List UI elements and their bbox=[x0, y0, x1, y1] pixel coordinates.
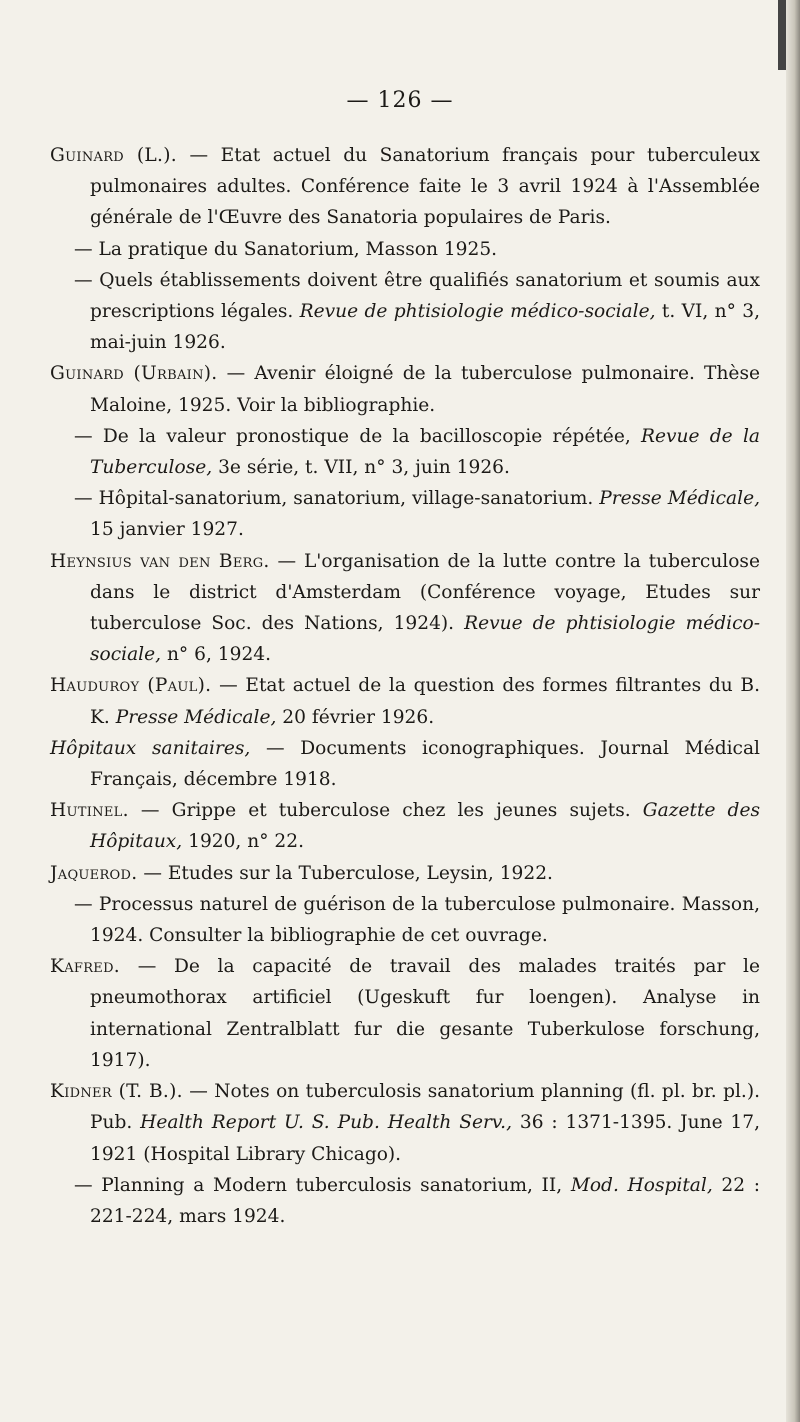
entry-details: 36 : 1371-1395. June 17, 1921 (Hospital Library Chicago). bbox=[90, 1112, 760, 1165]
bibliography-entry bbox=[50, 140, 760, 234]
entry-text: — De la capacité de travail des malades traités par le pneumothorax artificiel (Ugeskuft fur loengen). Analyse in international Zentralblatt fur die gesante Tuberkulose forschung, 1917). bbox=[90, 956, 760, 1071]
entry-text: — Etat actuel de la question des formes filtrantes du B. K. bbox=[90, 675, 761, 728]
entry-journal: Health Report U. S. Pub. Health Serv., bbox=[140, 1112, 513, 1134]
entry-journal: Mod. Hospital, bbox=[570, 1174, 713, 1196]
bibliography-entry bbox=[50, 858, 760, 889]
entry-journal: Revue de phtisiologie médico-sociale, bbox=[299, 301, 656, 323]
entry-text: — Hôpital-sanatorium, sanatorium, village-sanatorium. bbox=[74, 488, 600, 510]
entry-text: — Avenir éloigné de la tuberculose pulmonaire. Thèse Maloine, 1925. Voir la bibliographie. bbox=[90, 363, 760, 416]
bibliography-entry bbox=[50, 670, 760, 732]
entry-author: Kafred. bbox=[50, 956, 121, 978]
entry-text: — Quels établissements doivent être qualifiés sanatorium et soumis aux prescriptions légales. bbox=[74, 269, 760, 323]
bibliography-entry bbox=[50, 265, 760, 359]
bibliography-entry bbox=[50, 1170, 760, 1232]
bibliography-entry bbox=[50, 546, 760, 671]
entry-author: Kidner (T. B.). bbox=[50, 1081, 183, 1103]
entry-text: — La pratique du Sanatorium, Masson 1925. bbox=[74, 238, 498, 260]
entry-text: — Planning a Modern tuberculosis sanatorium, II, bbox=[74, 1174, 571, 1196]
bibliography-list bbox=[50, 140, 760, 1232]
entry-journal: Revue de phtisiologie médico-sociale, bbox=[90, 613, 760, 666]
bibliography-entry bbox=[50, 889, 760, 951]
entry-details: 20 février 1926. bbox=[276, 706, 435, 728]
entry-journal: Revue de la Tuberculose, bbox=[90, 425, 760, 479]
entry-details: t. VI, n° 3, mai-juin 1926. bbox=[90, 301, 760, 354]
entry-text: — Processus naturel de guérison de la tuberculose pulmonaire. Masson, 1924. Consulter la bibliographie de cet ouvrage. bbox=[74, 893, 760, 947]
entry-author: Jaquerod. bbox=[50, 862, 138, 884]
entry-journal: Gazette des Hôpitaux, bbox=[90, 800, 761, 853]
entry-author: Guinard (Urbain). bbox=[50, 363, 218, 385]
entry-text: — Notes on tuberculosis sanatorium planning (fl. pl. br. pl.). Pub. bbox=[90, 1081, 760, 1134]
entry-details: 15 janvier 1927. bbox=[90, 519, 244, 541]
entry-journal: Hôpitaux sanitaires, bbox=[50, 737, 251, 759]
entry-author: Hauduroy (Paul). bbox=[50, 675, 212, 697]
entry-details: 22 : 221-224, mars 1924. bbox=[90, 1174, 761, 1227]
entry-author: Heynsius van den Berg. bbox=[50, 550, 270, 572]
entry-text: — Grippe et tuberculose chez les jeunes sujets. bbox=[128, 800, 643, 822]
entry-details: 3e série, t. VII, n° 3, juin 1926. bbox=[212, 457, 510, 479]
entry-author: Hutinel. bbox=[50, 800, 129, 822]
entry-journal: Presse Médicale, bbox=[599, 488, 760, 510]
entry-details: n° 6, 1924. bbox=[161, 644, 272, 666]
entry-text: — Etat actuel du Sanatorium français pour tuberculeux pulmonaires adultes. Conférence faite le 3 avril 1924 à l'Assemblée générale de l'Œuvre des Sanatoria populaires de Paris. bbox=[90, 145, 761, 229]
bibliography-entry bbox=[50, 951, 760, 1076]
binding-mark bbox=[778, 0, 786, 70]
bibliography-entry bbox=[50, 483, 760, 545]
bibliography-entry bbox=[50, 234, 760, 265]
bibliography-entry bbox=[50, 358, 760, 420]
bibliography-entry bbox=[50, 795, 760, 857]
entry-details: 1920, n° 22. bbox=[182, 831, 305, 853]
bibliography-entry bbox=[50, 1076, 760, 1170]
entry-text: — De la valeur pronostique de la bacilloscopie répétée, bbox=[74, 425, 642, 447]
entry-author: Guinard (L.). bbox=[50, 145, 178, 166]
entry-text: — Etudes sur la Tuberculose, Leysin, 1922. bbox=[137, 862, 553, 884]
bibliography-entry bbox=[50, 421, 760, 483]
page-number: — 126 — bbox=[346, 88, 454, 113]
bibliography-entry bbox=[50, 733, 760, 795]
entry-text: — L'organisation de la lutte contre la tuberculose dans le district d'Amsterdam (Conférence voyage, Etudes sur tuberculose Soc. des Nations, 1924). bbox=[90, 550, 760, 635]
entry-journal: Presse Médicale, bbox=[115, 706, 277, 728]
entry-details: — Documents iconographiques. Journal Médical Français, décembre 1918. bbox=[90, 737, 760, 791]
page-edge-shadow bbox=[786, 0, 800, 1422]
